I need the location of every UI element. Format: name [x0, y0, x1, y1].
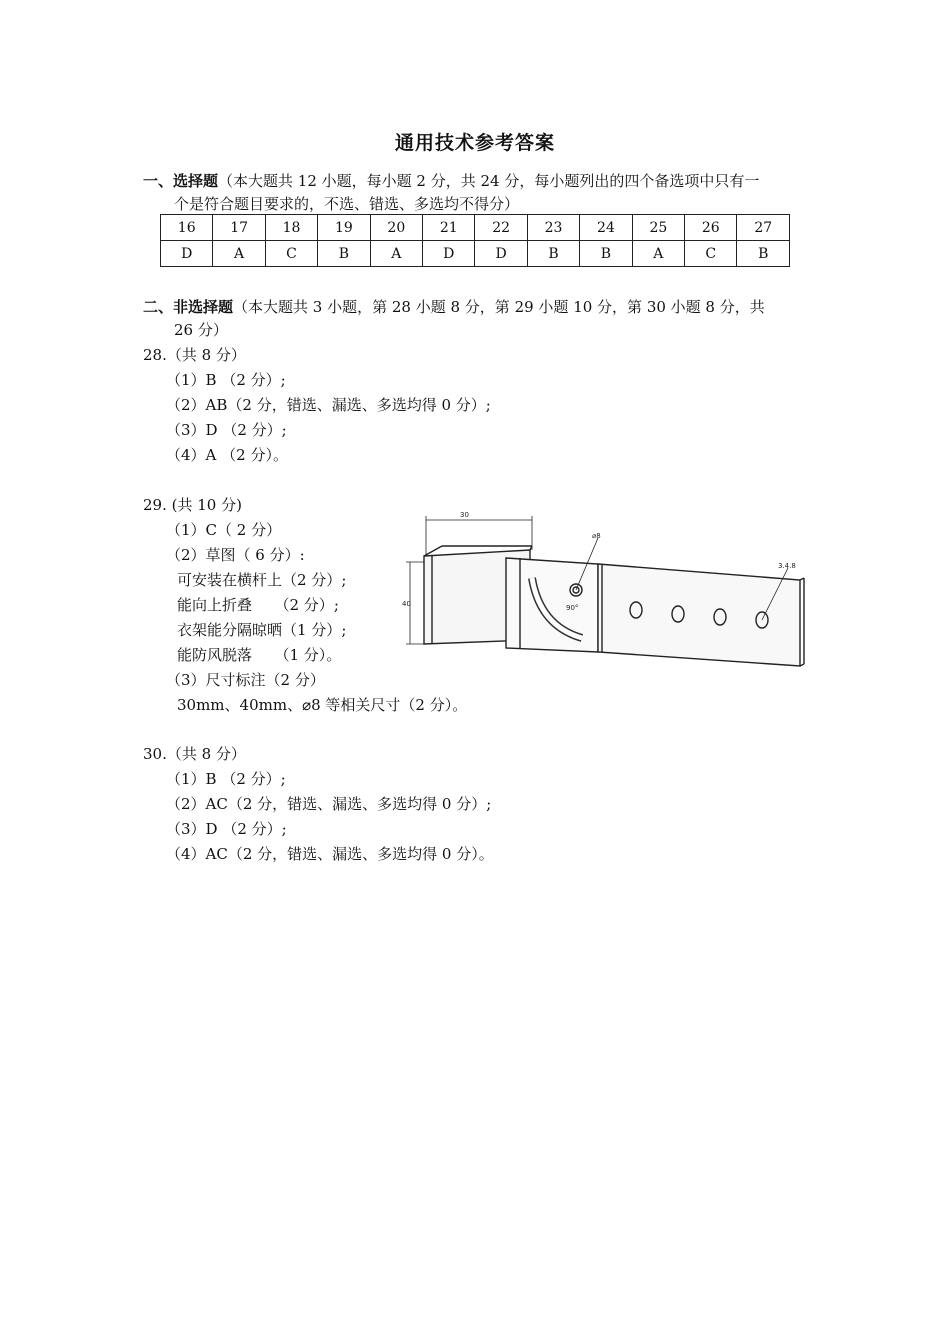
q28-header: 28.（共 8 分） [143, 346, 246, 364]
hanger-sketch-figure [402, 498, 820, 688]
figure-angle: 90° [566, 604, 579, 612]
section1-line1 [143, 170, 759, 192]
table-cell-number: 21 [423, 215, 475, 241]
q29-header: 29. (共 10 分) [143, 496, 242, 514]
q28-item: （3）D （2 分）; [166, 421, 287, 439]
table-cell-number: 23 [527, 215, 579, 241]
page-title: 通用技术参考答案 [394, 132, 555, 154]
q29-line: 能向上折叠 （2 分）; [177, 596, 339, 614]
q28-item: （2）AB（2 分，错选、漏选、多选均得 0 分）; [166, 396, 491, 414]
q30-item: （2）AC（2 分，错选、漏选、多选均得 0 分）; [166, 795, 492, 813]
q29-line: 可安装在横杆上（2 分）; [177, 571, 347, 589]
table-cell-number: 24 [580, 215, 632, 241]
q28-item: （1）B （2 分）; [166, 371, 286, 389]
table-cell-answer: A [370, 241, 422, 267]
q29-line: （3）尺寸标注（2 分） [166, 671, 325, 689]
section2-heading: 二、非选择题 [143, 298, 234, 316]
table-cell-answer: D [475, 241, 527, 267]
section2-desc-line1: （本大题共 3 小题，第 28 小题 8 分，第 29 小题 10 分，第 30 小题 8 分，共 [233, 298, 765, 316]
figure-dim-top: 30 [460, 511, 469, 519]
q29-line: （2）草图（ 6 分）: [166, 546, 305, 564]
table-cell-answer: D [423, 241, 475, 267]
section1-desc-line2: 个是符合题目要求的，不选、错选、多选均不得分） [174, 195, 520, 213]
table-cell-number: 16 [161, 215, 213, 241]
table-cell-number: 22 [475, 215, 527, 241]
table-cell-number: 27 [737, 215, 790, 241]
q29-line: 能防风脱落 （1 分）。 [177, 646, 342, 664]
table-cell-number: 19 [318, 215, 370, 241]
section1-desc-line1: （本大题共 12 小题，每小题 2 分，共 24 分，每小题列出的四个备选项中只有一 [218, 172, 760, 190]
table-cell-answer: B [737, 241, 790, 267]
q30-item: （3）D （2 分）; [166, 820, 287, 838]
table-cell-answer: B [318, 241, 370, 267]
answer-table-number-row [161, 215, 790, 241]
table-cell-answer: B [580, 241, 632, 267]
table-cell-answer: B [527, 241, 579, 267]
q30-header: 30.（共 8 分） [143, 745, 246, 763]
table-cell-answer: C [265, 241, 317, 267]
answer-table-answer-row [161, 241, 790, 267]
table-cell-number: 25 [632, 215, 684, 241]
figure-dim-side: 40 [402, 600, 411, 608]
q30-item: （1）B （2 分）; [166, 770, 286, 788]
table-cell-answer: A [213, 241, 265, 267]
table-cell-answer: A [632, 241, 684, 267]
q29-line: 衣架能分隔晾晒（1 分）; [177, 621, 347, 639]
table-cell-number: 26 [685, 215, 737, 241]
q29-line: 30mm、40mm、⌀8 等相关尺寸（2 分）。 [177, 696, 468, 714]
q30-item: （4）AC（2 分，错选、漏选、多选均得 0 分）。 [166, 845, 494, 863]
section2-line1 [143, 296, 765, 318]
figure-dim-hole: ⌀8 [592, 532, 601, 540]
table-cell-answer: C [685, 241, 737, 267]
table-cell-number: 18 [265, 215, 317, 241]
answer-table [160, 214, 790, 267]
table-cell-number: 20 [370, 215, 422, 241]
q29-line: （1）C（ 2 分） [166, 521, 282, 539]
q28-item: （4）A （2 分）。 [166, 446, 288, 464]
table-cell-answer: D [161, 241, 213, 267]
figure-dim-end: 3.4.8 [778, 562, 796, 570]
section1-heading: 一、选择题 [143, 172, 219, 190]
table-cell-number: 17 [213, 215, 265, 241]
section2-desc-line2: 26 分） [174, 321, 228, 339]
